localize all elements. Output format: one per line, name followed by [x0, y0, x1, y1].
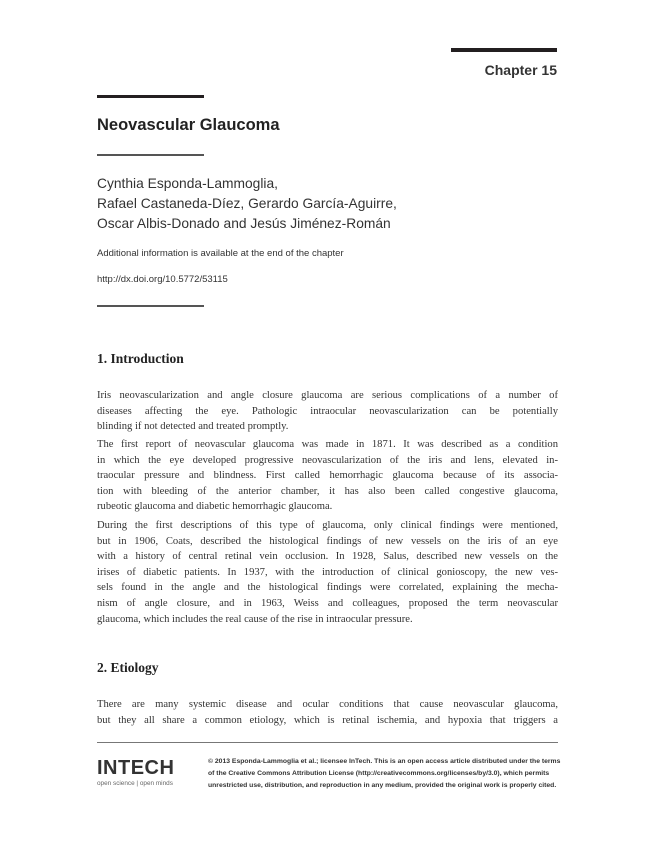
author-line: Cynthia Esponda-Lammoglia,: [97, 176, 278, 191]
text-line: The first report of neovascular glaucoma was made in 1871. It was described as a condition: [97, 439, 558, 450]
text-line: traocular pressure and blindness. First called hemorrhagic glaucoma because of its associa-: [97, 470, 558, 482]
license-line: of the Creative Commons Attribution License (http://creativecommons.org/licenses/by/3.0), which permits: [208, 770, 550, 777]
text-line: rubeotic glaucoma and diabetic hemorrhagic glaucoma.: [97, 501, 333, 513]
text-line: with a history of central retinal vein occlusion. In 1928, Salus, described new vessels on the: [97, 551, 558, 563]
author-line: Oscar Albis-Donado and Jesús Jiménez-Román: [97, 216, 391, 231]
license-line: unrestricted use, distribution, and reproduction in any medium, provided the original work is properly cited.: [208, 782, 557, 789]
text-line: irises of diabetic patients. In 1937, with the introduction of clinical gonioscopy, the new ves-: [97, 566, 558, 578]
text-line: During the first descriptions of this type of glaucoma, only clinical findings were mentioned,: [97, 520, 558, 531]
text-line: blinding if not detected and treated promptly.: [97, 421, 289, 433]
paragraph: [97, 388, 558, 435]
text-line: There are many systemic disease and ocular conditions that cause neovascular glaucoma,: [97, 699, 558, 710]
footer-rule: [97, 742, 558, 743]
top-rule: [451, 48, 557, 52]
chapter-label: Chapter 15: [484, 62, 557, 78]
license-line: © 2013 Esponda-Lammoglia et al.; licensee InTech. This is an open access article distributed under the terms: [208, 758, 561, 765]
section-heading: 2. Etiology: [97, 660, 159, 675]
author-line: Rafael Castaneda-Díez, Gerardo García-Aguirre,: [97, 196, 397, 211]
text-line: but they all share a common etiology, which is retinal ischemia, and hypoxia that triggers a: [97, 714, 558, 726]
text-line: nism of angle closure, and in 1963, Weiss and colleagues, proposed the term neovascular: [97, 597, 558, 609]
text-line: in which the eye developed progressive neovascularization of the iris and lens, elevated in-: [97, 454, 558, 466]
text-line: glaucoma, which includes the real cause of the rise in intraocular pressure.: [97, 613, 413, 625]
header-divider: [97, 305, 204, 307]
author-list: [97, 174, 397, 234]
text-line: Iris neovascularization and angle closure glaucoma are serious complications of a number of: [97, 390, 558, 401]
text-line: sels found in the angle and the histological findings were correlated, explaining the mecha-: [97, 582, 558, 594]
text-line: diseases affecting the eye. Pathologic intraocular neovascularization can be potentially: [97, 405, 558, 417]
section-heading: 1. Introduction: [97, 351, 184, 366]
license-notice: [208, 756, 561, 792]
title-rule: [97, 95, 204, 98]
doi-link[interactable]: http://dx.doi.org/10.5772/53115: [97, 274, 228, 285]
additional-info: Additional information is available at the end of the chapter: [97, 248, 344, 259]
paragraph: [97, 518, 558, 627]
paragraph: [97, 437, 558, 515]
text-line: tion with bleeding of the anterior chamber, it has also been called congestive glaucoma,: [97, 485, 558, 497]
intech-logo: INTECH: [97, 757, 175, 779]
text-line: but in 1906, Coats, described the histological findings of new vessels on the iris of an eye: [97, 535, 558, 547]
title-underline: [97, 154, 204, 156]
logo-tagline: open science | open minds: [97, 780, 173, 787]
paragraph: [97, 697, 558, 728]
page-title: Neovascular Glaucoma: [97, 116, 280, 134]
